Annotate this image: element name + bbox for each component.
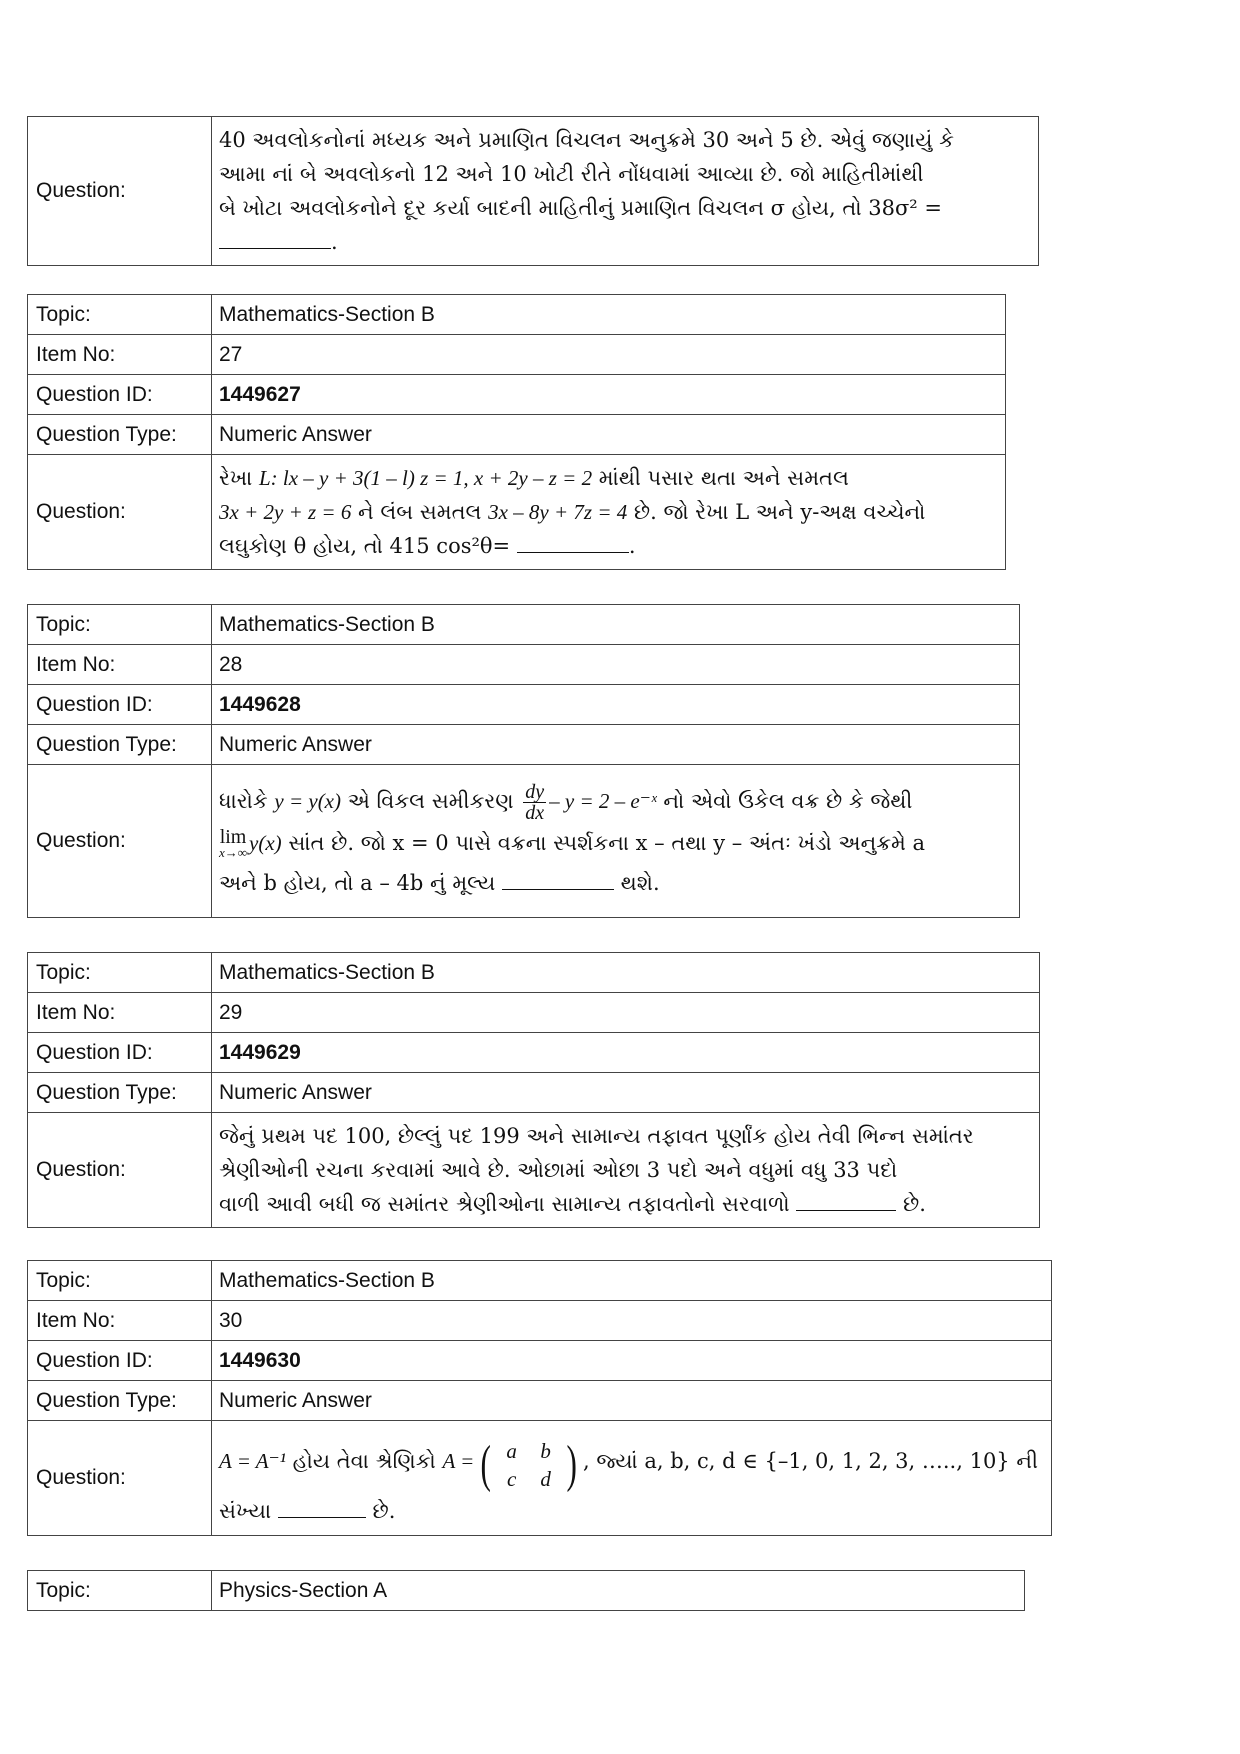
question-line: . (219, 225, 1031, 259)
question-id-value: 1449630 (212, 1341, 1052, 1381)
topic-value: Mathematics-Section B (212, 605, 1020, 645)
item-no-value: 29 (212, 993, 1040, 1033)
limit-notation: lim x→∞ (219, 825, 248, 860)
question-line: ધારોકે y = y(x) એ વિકલ સમીકરણ $\frac{dy}{dx}$ – y = 2 – e⁻ˣ નો એવો ઉકેલ વક્ર છે કે જેથી (219, 781, 913, 824)
question-label: Question: (28, 1421, 212, 1536)
question-type-label: Question Type: (28, 415, 212, 455)
question-type-value: Numeric Answer (212, 725, 1020, 765)
item-no-value: 30 (212, 1301, 1052, 1341)
question-type-label: Question Type: (28, 1073, 212, 1113)
question-line: અને b હોય, તો a – 4b નું મૂલ્ય થશે. (219, 866, 1012, 900)
question-line: lim x→∞ y(x) સાંત છે. જો x = 0 પાસે વક્રના સ્પર્શકના x – તથા y – અંતઃ ખંડો અનુક્રમે a (219, 825, 926, 860)
answer-blank (517, 530, 629, 553)
question-table-27 (27, 294, 1006, 570)
question-line: આમા નાં બે અવલોકનો 12 અને 10 ખોટી રીતે નોંધવામાં આવ્યા છે. જો માહિતીમાંથી (219, 162, 924, 186)
question-text (212, 117, 1039, 266)
question-id-label: Question ID: (28, 1033, 212, 1073)
question-type-value: Numeric Answer (212, 415, 1006, 455)
question-table-29 (27, 952, 1040, 1228)
item-no-value: 28 (212, 645, 1020, 685)
question-id-value: 1449627 (212, 375, 1006, 415)
question-type-value: Numeric Answer (212, 1381, 1052, 1421)
topic-label: Topic: (28, 295, 212, 335)
question-line: શ્રેણીઓની રચના કરવામાં આવે છે. ઓછામાં ઓછા 3 પદો અને વધુમાં વધુ 33 પદો (219, 1158, 898, 1182)
question-id-value: 1449628 (212, 685, 1020, 725)
question-id-value: 1449629 (212, 1033, 1040, 1073)
question-line: બે ખોટા અવલોકનોને દૂર કર્યા બાદની માહિતીનું પ્રમાણિત વિચલન σ હોય, તો 38σ² = (219, 196, 942, 220)
topic-label: Topic: (28, 1261, 212, 1301)
item-no-value: 27 (212, 335, 1006, 375)
answer-blank (796, 1188, 896, 1211)
question-label: Question: (28, 117, 212, 266)
question-table-26 (27, 116, 1039, 266)
question-type-label: Question Type: (28, 1381, 212, 1421)
item-no-label: Item No: (28, 1301, 212, 1341)
item-no-label: Item No: (28, 645, 212, 685)
question-id-label: Question ID: (28, 685, 212, 725)
question-table-28 (27, 604, 1020, 918)
matrix-a: ( a b c d ) (480, 1435, 577, 1493)
derivative-fraction: $\frac{dy}{dx}$ (525, 781, 545, 824)
question-text (212, 765, 1020, 918)
question-line: સંખ્યા છે. (219, 1494, 1044, 1528)
topic-value: Mathematics-Section B (212, 953, 1040, 993)
question-line: જેનું પ્રથમ પદ 100, છેલ્લું પદ 199 અને સામાન્ય તફાવત પૂર્ણાંક હોય તેવી ભિન્ન સમાંતર (219, 1124, 974, 1148)
question-id-label: Question ID: (28, 375, 212, 415)
item-no-label: Item No: (28, 335, 212, 375)
question-text (212, 1113, 1040, 1228)
question-label: Question: (28, 765, 212, 918)
answer-blank (219, 226, 331, 249)
question-table-next (27, 1570, 1025, 1611)
topic-label: Topic: (28, 953, 212, 993)
question-line: વાળી આવી બધી જ સમાંતર શ્રેણીઓના સામાન્ય તફાવતોનો સરવાળો છે. (219, 1187, 1032, 1221)
topic-label: Topic: (28, 605, 212, 645)
question-text (212, 1421, 1052, 1536)
item-no-label: Item No: (28, 993, 212, 1033)
question-table-30 (27, 1260, 1052, 1536)
question-label: Question: (28, 1113, 212, 1228)
question-line: 40 અવલોકનોનાં મધ્યક અને પ્રમાણિત વિચલન અનુક્રમે 30 અને 5 છે. એવું જણાયું કે (219, 128, 954, 152)
answer-blank (502, 867, 614, 890)
question-type-value: Numeric Answer (212, 1073, 1040, 1113)
question-type-label: Question Type: (28, 725, 212, 765)
topic-value: Physics-Section A (212, 1571, 1025, 1611)
question-line: A = A⁻¹ હોય તેવા શ્રેણિકો A = ( a b c d ) , જ્યાં a, b, c, d ∈ {–1, 0, 1, 2, 3, ….., 10} ની (219, 1428, 1044, 1494)
topic-label: Topic: (28, 1571, 212, 1611)
topic-value: Mathematics-Section B (212, 295, 1006, 335)
answer-blank (278, 1495, 366, 1518)
question-line: 3x + 2y + z = 6 ને લંબ સમતલ 3x – 8y + 7z = 4 છે. જો રેખા L અને y-અક્ષ વચ્ચેનો (219, 500, 926, 524)
question-label: Question: (28, 455, 212, 570)
question-line: લઘુકોણ θ હોય, તો 415 cos²θ= . (219, 529, 998, 563)
question-line: રેખા L: lx – y + 3(1 – l) z = 1, x + 2y – z = 2 માંથી પસાર થતા અને સમતલ (219, 466, 849, 490)
question-text (212, 455, 1006, 570)
topic-value: Mathematics-Section B (212, 1261, 1052, 1301)
question-id-label: Question ID: (28, 1341, 212, 1381)
